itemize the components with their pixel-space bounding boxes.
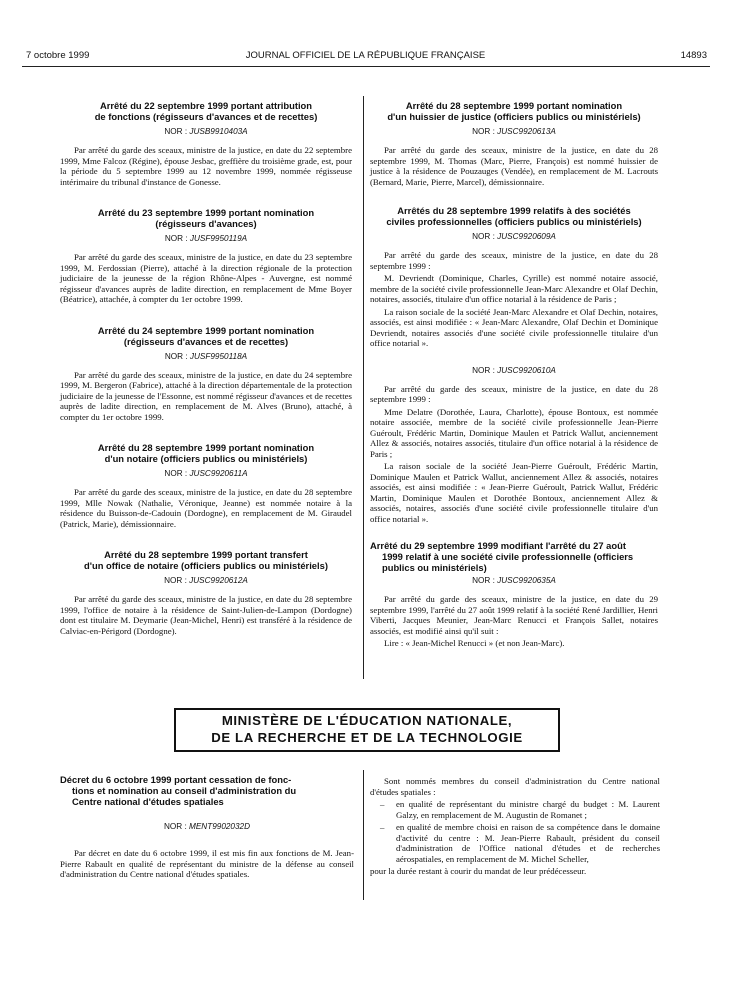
list-item: – en qualité de représentant du ministre chargé du budget : M. Laurent Galzy, en remplacement de M. Augustin de Romanet ;	[396, 799, 660, 820]
ministry-heading-line1: MINISTÈRE DE L'ÉDUCATION NATIONALE,	[221, 713, 513, 728]
article-8	[370, 365, 658, 525]
ministry-heading-line2: DE LA RECHERCHE ET DE LA TECHNOLOGIE	[211, 730, 523, 745]
article-title: Arrêté du 24 septembre 1999 portant nomination (régisseurs d'avances et de recettes)	[97, 324, 315, 347]
decree-outro: pour la durée restant à courir du mandat de leur prédécesseur.	[370, 866, 587, 876]
column-divider-upper	[363, 96, 364, 679]
article-title: Arrêté du 29 septembre 1999 modifiant l'arrêté du 27 août 1999 relatif à une société civile professionnelle (officiers publics ou ministériels)	[370, 540, 634, 573]
article-body: Par arrêté du garde des sceaux, ministre de la justice, en date du 22 septembre 1999, Mme Falcoz (Régine), épouse Jesbac, greffière du troisième grade, est, pour la période du 5 septembre 1999 au 12 novembre 1999, nommée régisseuse intérimaire du tribunal d'instance de Gonesse.	[60, 145, 352, 187]
article-body: Par arrêté du garde des sceaux, ministre de la justice, en date du 23 septembre 1999, M. Ferdossian (Pierre), attaché à la direction régionale de la protection judiciaire de la jeunesse de la région Rhône-Alpes - Auvergne, est nommé régisseur d'avances auprès de ladite direction, en remplacement de Mme Boyer (Béatrice), attachée, à compter du 1er octobre 1999.	[60, 252, 352, 304]
ministry-heading-box	[174, 708, 560, 752]
left-column	[60, 100, 352, 638]
right-column	[370, 100, 658, 651]
article-body: Par arrêté du garde des sceaux, ministre de la justice, en date du 28 septembre 1999, l'office de notaire à la résidence de Saint-Julien-de-Lampon (Dordogne) dont est titulaire M. Deymarie (Jean-Michel, Henri) est transféré à la résidence de Calviac-en-Périgord (Dordogne).	[60, 594, 352, 636]
decree-right	[370, 776, 660, 877]
article-body: Par arrêté du garde des sceaux, ministre de la justice, en date du 28 septembre 1999, M. Thomas (Marc, Pierre, François) est nommé huissier de justice à la résidence de Pouzauges (Vendée), en remplacement de M. Lacrouts (Bernard, Marie, Pierre, Marcel), démissionnaire.	[370, 145, 658, 187]
article-body: Par arrêté du garde des sceaux, ministre de la justice, en date du 28 septembre 1999 : M. Devriendt (Dominique, Charles, Cyrille) est nommé notaire associé, membre de la société civile professionnelle Jean-Marc Alexandre et Olaf Dechin, notaires, associés, titulaire d'un office notarial à la résidence de Paris ; La raison sociale de la société Jean-Marc Alexandre et Olaf Dechin, notaires, associés, est ainsi modifiée : « Jean-Marc Alexandre, Olaf Dechin et Dominique Devriendt, notaires associés d'une société civile professionnelle titulaire d'un office notarial ».	[370, 250, 658, 348]
header-date: 7 octobre 1999	[26, 50, 90, 61]
nor-reference: NOR : JUSC9920613A	[472, 127, 556, 136]
article-title: Arrêté du 23 septembre 1999 portant nomination (régisseurs d'avances)	[97, 207, 315, 229]
nor-reference: NOR : JUSB9910403A	[164, 127, 248, 136]
article-title: Arrêtés du 28 septembre 1999 relatifs à des sociétés civiles professionnelles (officiers publics ou ministériels)	[386, 205, 642, 227]
article-body: Par arrêté du garde des sceaux, ministre de la justice, en date du 28 septembre 1999 : Mme Delatre (Dorothée, Laura, Charlotte), épouse Bontoux, est nommée notaire associée, membre de la société civile professionnelle Jean-Pierre Guéroult, Frédéric Martin, Dominique Maulen et Patrick Wallut, anciennement Allez & associés, notaires associés, titulaire d'un office notarial à la résidence de Paris ; La raison sociale de la société Jean-Pierre Guéroult, Frédéric Martin, Dominique Maulen et Patrick Wallut, anciennement Allez & associés, notaires associés, est ainsi modifiée : « Jean-Pierre Guéroult, Patrick Wallut, Frédéric Martin, Dominique Maulen et Dorothée Bontoux, anciennement Allez & associés, notaires, associés d'une société civile professionnelle titulaire d'un office notarial ».	[370, 383, 658, 524]
column-divider-lower	[363, 770, 364, 900]
article-body: Par arrêté du garde des sceaux, ministre de la justice, en date du 28 septembre 1999, Mlle Nowak (Nathalie, Véronique, Jeanne) est nommée notaire à la résidence du Buisson-de-Cadouin (Dordogne), en remplacement de M. Giraudel (Patrick, Marie), démissionnaire.	[60, 487, 352, 529]
decree-list	[370, 799, 660, 864]
decree-body: Par décret en date du 6 octobre 1999, il est mis fin aux fonctions de M. Jean-Pierre Rabault en qualité de représentant du ministre de la défense au conseil d'administration du Centre national d'études spatiales.	[60, 848, 354, 879]
article-1	[60, 100, 352, 187]
nor-reference: NOR : JUSC9920610A	[472, 365, 556, 375]
list-item: – en qualité de membre choisi en raison de sa compétence dans le domaine d'activité du centre : M. Jean-Pierre Rabault, président du conseil d'administration de l'Office national d'études et de recherches aérospatiales, en remplacement de M. Michel Scheller,	[396, 822, 660, 864]
nor-reference: NOR : JUSF9950119A	[164, 234, 248, 243]
nor-reference: NOR : JUSC9920609A	[472, 232, 556, 241]
article-title: Arrêté du 22 septembre 1999 portant attribution de fonctions (régisseurs d'avances et de recettes)	[94, 100, 318, 122]
nor-reference: NOR : JUSC9920635A	[472, 576, 556, 585]
decree-title: Décret du 6 octobre 1999 portant cessation de fonc- tions et nomination au conseil d'administration du Centre national d'études spatiales	[60, 774, 297, 807]
article-7	[370, 205, 658, 349]
header-rule	[22, 66, 710, 67]
article-title: Arrêté du 28 septembre 1999 portant nomination d'un notaire (officiers publics ou ministériels)	[97, 442, 315, 464]
nor-reference: NOR : MENT9902032D	[163, 822, 250, 831]
article-6	[370, 100, 658, 187]
article-2	[60, 207, 352, 305]
nor-reference: NOR : JUSC9920612A	[164, 576, 248, 585]
article-4	[60, 442, 352, 529]
article-body: Par arrêté du garde des sceaux, ministre de la justice, en date du 29 septembre 1999, l'arrêté du 27 août 1999 relatif à la société René Jardillier, Henri Viberti, Jacques Meunier, Jean-Marc Renucci et François Sallet, notaires associés, est modifié ainsi qu'il suit : Lire : « Jean-Michel Renucci » (et non Jean-Marc).	[370, 594, 658, 648]
decree-intro: Sont nommés membres du conseil d'administration du Centre national d'études spatiales :	[370, 776, 660, 797]
article-title: Arrêté du 28 septembre 1999 portant nomination d'un huissier de justice (officiers publics ou ministériels)	[387, 100, 641, 122]
decree-left	[60, 774, 354, 882]
article-title: Arrêté du 28 septembre 1999 portant transfert d'un office de notaire (officiers publics ou ministériels)	[84, 549, 328, 571]
article-5	[60, 549, 352, 636]
nor-reference: NOR : JUSC9920611A	[164, 469, 248, 478]
article-9	[370, 540, 658, 649]
article-body: Par arrêté du garde des sceaux, ministre de la justice, en date du 24 septembre 1999, M. Bergeron (Fabrice), attaché à la direction départementale de la protection judiciaire de la jeunesse de l'Essonne, est nommé régisseur d'avances et de recettes auprès de ladite direction, en remplacement de M. Alves (Bruno), attaché, à compter du 1er octobre 1999.	[60, 369, 352, 422]
nor-reference: NOR : JUSF9950118A	[164, 351, 248, 361]
header-page-number: 14893	[680, 50, 707, 61]
header-journal-title: JOURNAL OFFICIEL DE LA RÉPUBLIQUE FRANÇAISE	[245, 50, 486, 61]
article-3	[60, 325, 352, 423]
